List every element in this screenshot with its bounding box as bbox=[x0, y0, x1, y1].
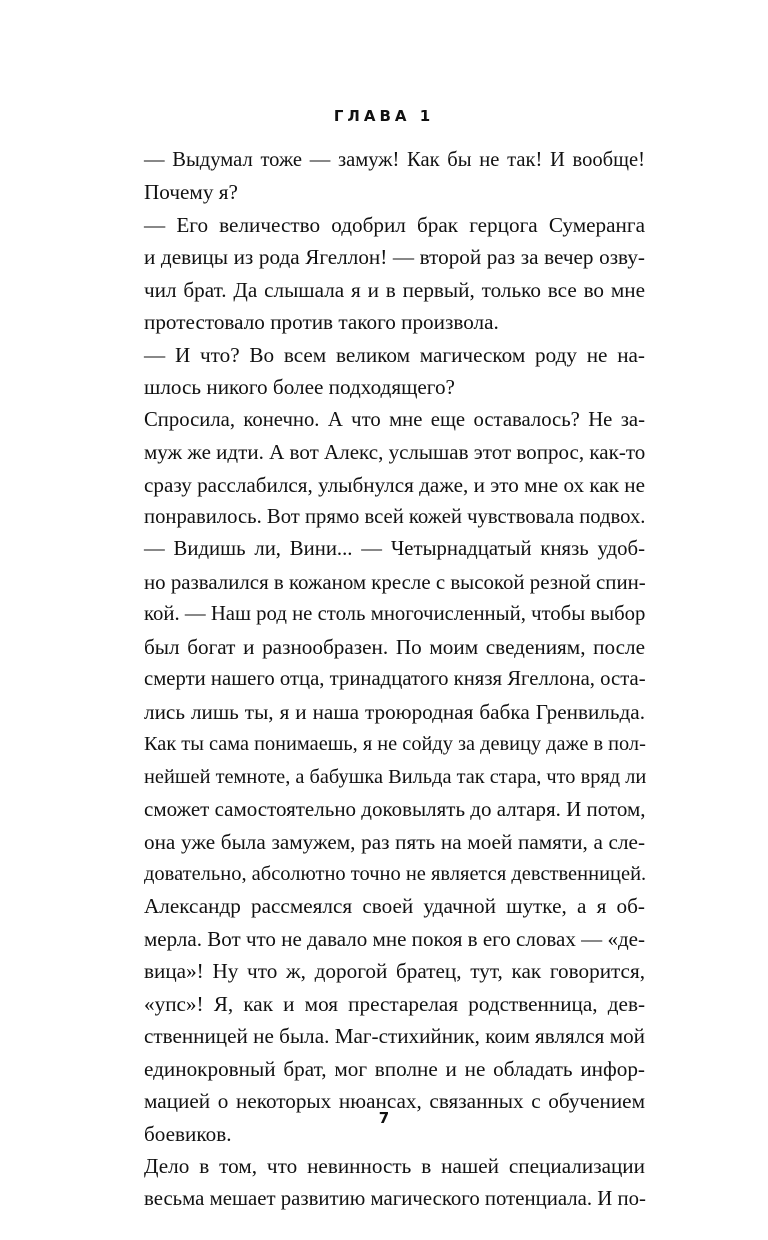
text-line: кой. — Наш род не столь многочисленный, чтобы выбор bbox=[144, 603, 646, 626]
text-line: Спросила, конечно. А что мне еще оставалось? Не за- bbox=[144, 408, 645, 431]
text-line: сможет самостоятельно доковылять до алтаря. И потом, bbox=[144, 797, 646, 822]
text-line: Александр рассмеялся своей удачной шутке, а я об- bbox=[144, 894, 645, 919]
text-line: муж же идти. А вот Алекс, услышав этот вопрос, как-то bbox=[144, 440, 646, 465]
text-line: ственницей не была. Маг-стихийник, коим являлся мой bbox=[144, 1024, 645, 1049]
text-line: «упс»! Я, как и моя престарелая родственница, дев- bbox=[144, 991, 645, 1016]
text-line: — Видишь ли, Вини... — Четырнадцатый князь удоб- bbox=[144, 538, 645, 561]
text-line: мацией о некоторых нюансах, связанных с обучением bbox=[144, 1089, 645, 1114]
paragraph bbox=[118, 404, 645, 534]
text-line: протестовало против такого произвола. bbox=[144, 310, 499, 335]
text-line: Дело в том, что невинность в нашей специализации bbox=[144, 1154, 645, 1179]
text-line: — Выдумал тоже — замуж! Как бы не так! И вообще! bbox=[144, 149, 645, 171]
text-line: Почему я? bbox=[144, 180, 238, 205]
text-line: но развалился в кожаном кресле с высокой резной спин- bbox=[144, 569, 646, 594]
text-line: боевиков. bbox=[144, 1121, 232, 1146]
text-line: — И что? Во всем великом магическом роду не на- bbox=[144, 342, 645, 367]
text-line: лись лишь ты, я и наша троюродная бабка Гренвильда. bbox=[144, 699, 645, 724]
paragraph bbox=[118, 1150, 645, 1215]
paragraph bbox=[118, 533, 645, 890]
text-line: Как ты сама понимаешь, я не сойду за девицу даже в пол- bbox=[144, 733, 646, 756]
paragraph bbox=[118, 339, 645, 404]
text-line: единокровный брат, мог вполне и не обладать инфор- bbox=[144, 1056, 645, 1081]
text-line: она уже была замужем, раз пять на моей памяти, а сле- bbox=[144, 829, 645, 854]
text-line: сразу расслабился, улыбнулся даже, и это мне ох как не bbox=[144, 472, 645, 497]
text-line: чил брат. Да слышала я и в первый, только все во мне bbox=[144, 277, 645, 302]
text-line: и девицы из рода Ягеллон! — второй раз за вечер озву- bbox=[144, 245, 645, 270]
page-number: 7 bbox=[378, 1109, 390, 1127]
text-line: шлось никого более подходящего? bbox=[144, 375, 455, 400]
body-text bbox=[118, 144, 645, 1215]
paragraph bbox=[118, 144, 645, 209]
text-line: довательно, абсолютно точно не является девственницей. bbox=[144, 862, 647, 885]
text-line: весьма мешает развитию магического потенциала. И по- bbox=[144, 1186, 646, 1210]
text-line: вица»! Ну что ж, дорогой братец, тут, как говорится, bbox=[144, 959, 645, 984]
text-line: понравилось. Вот прямо всей кожей чувствовала подвох. bbox=[144, 505, 646, 528]
text-line: смерти нашего отца, тринадцатого князя Ягеллона, оста- bbox=[144, 668, 646, 691]
chapter-heading: ГЛАВА 1 bbox=[333, 107, 435, 125]
paragraph bbox=[118, 209, 645, 339]
text-line: — Его величество одобрил брак герцога Сумеранга bbox=[144, 212, 645, 237]
text-line: мерла. Вот что не давало мне покоя в его словах — «де- bbox=[144, 926, 646, 951]
text-line: был богат и разнообразен. По моим сведениям, после bbox=[144, 634, 645, 659]
text-line: нейшей темноте, а бабушка Вильда так стара, что вряд ли bbox=[144, 765, 647, 788]
